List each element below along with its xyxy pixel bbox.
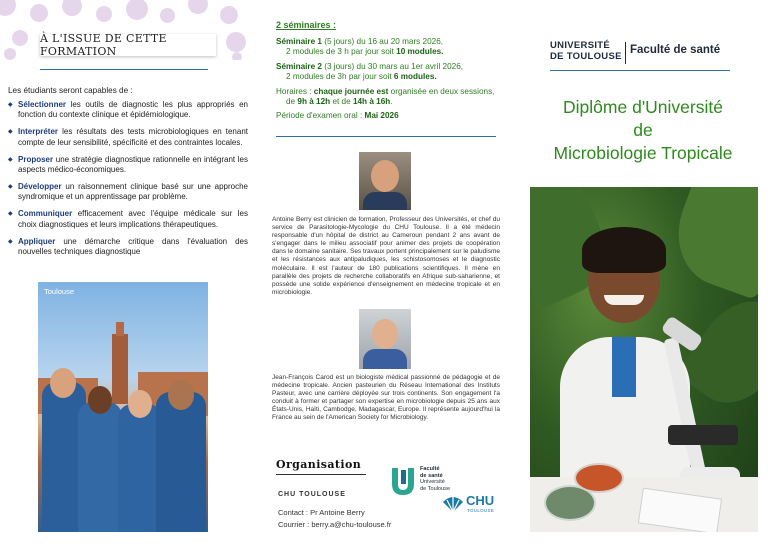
middle-panel	[256, 0, 512, 544]
bio-jean-francois-carod: Jean-François Carod est un biologiste médical passionné de pédagogie et de médecine tropicale. Ancien pasteurien du Réseau International des Instituts Pasteur, avec une carrière déployée sur trois continents. Son engagement l'a conduit à former et partager son expertise en microbiologie depuis 25 ans aux États-Unis, Haïti, Cambodge, Madagascar, Europe. Il représente aujourd'hui la France au sein de l'American Society for Microbiology.	[272, 374, 500, 422]
chu-name: CHU TOULOUSE	[278, 491, 346, 498]
divider	[40, 69, 208, 70]
bio-antoine-berry: Antoine Berry est clinicien de formation, Professeur des Universités, et chef du service de Parasitologie-Mycologie du CHU Toulouse. Il a été médecin responsable d'un hôpital de district au Cameroun pendant 2 ans avant de s'engager dans le milieu associatif pour animer des projets de coopération dans le domaine sanitaire. Ses travaux portent principalement sur le paludisme et les résistances aux antipaludiques, les schistosomoses et le diagnostic moléculaire. Il est l'auteur de 180 publications scientifiques. Il mène en parallèle des projets de recherche collaboratifs en Afrique sub-saharienne, et possède une solide expérience d'enseignement en médecine tropicale et en microbiologie.	[272, 216, 500, 296]
ut-logo-icon	[390, 466, 416, 496]
schedule: Horaires : chaque journée est organisée en deux sessions, de 9h à 12h et de 14h à 16h.	[276, 87, 495, 107]
objective-item: ◆ Appliquer une démarche critique dans l'évaluation des nouvelles techniques diagnostique	[8, 237, 248, 258]
antoine-berry-photo	[359, 152, 411, 210]
university-logo: Faculté de santé Université de Toulouse	[390, 466, 520, 498]
divider	[625, 42, 626, 64]
contact-line: Contact : Pr Antoine Berry	[278, 508, 365, 517]
shell-icon	[442, 494, 464, 514]
section-banner: À L'ISSUE DE CETTE FORMATION	[40, 34, 216, 56]
objective-item: ◆ Sélectionner les outils de diagnostic les plus appropriés en fonction du contexte clinique et épidémiologique.	[8, 100, 248, 121]
diploma-title: Diplôme d'Université de Microbiologie Tropicale	[553, 97, 733, 163]
right-panel	[512, 0, 768, 544]
university-name: UNIVERSITÉ DE TOULOUSE	[550, 40, 622, 62]
objective-item: ◆ Interpréter les résultats des tests microbiologiques en tenant compte de leur sensibilité, spécificité et des contraintes locales.	[8, 127, 248, 148]
left-panel	[0, 0, 256, 544]
divider	[276, 474, 366, 475]
objectives-intro: Les étudiants seront capables de :	[8, 86, 133, 95]
faculty-name: Faculté de santé	[630, 44, 721, 56]
seminars-title: 2 séminaires :	[276, 20, 337, 30]
organisation-heading: Organisation	[276, 458, 362, 471]
objective-item: ◆ Proposer une stratégie diagnostique rationnelle en intégrant les aspects médico-économiques.	[8, 155, 248, 176]
jean-francois-carod-photo	[359, 309, 411, 369]
exam-period: Période d'examen oral : Mai 2026	[276, 111, 399, 120]
seminar-2: Séminaire 2 (3 jours) du 30 mars au 1er avril 2026, 2 modules de 3h par jour soit 6 modules.	[276, 62, 464, 82]
objective-item: ◆ Communiquer efficacement avec l'équipe médicale sur les choix diagnostiques et leurs implications thérapeutiques.	[8, 209, 248, 230]
divider	[276, 136, 496, 137]
objective-item: ◆ Développer un raisonnement clinique basé sur une approche syndromique et un apprentissage par problème.	[8, 182, 248, 203]
email-link[interactable]: Courrier : berry.a@chu-toulouse.fr	[278, 520, 392, 529]
scientist-microscope-photo	[530, 187, 758, 532]
divider	[550, 70, 730, 71]
photo-caption: Toulouse	[44, 287, 75, 296]
seminar-1: Séminaire 1 (5 jours) du 16 au 20 mars 2026, 2 modules de 3 h par jour soit 10 modules.	[276, 37, 444, 57]
toulouse-team-photo	[38, 282, 208, 532]
objectives-list	[8, 100, 248, 264]
chu-logo: CHU TOULOUSE	[442, 494, 512, 516]
